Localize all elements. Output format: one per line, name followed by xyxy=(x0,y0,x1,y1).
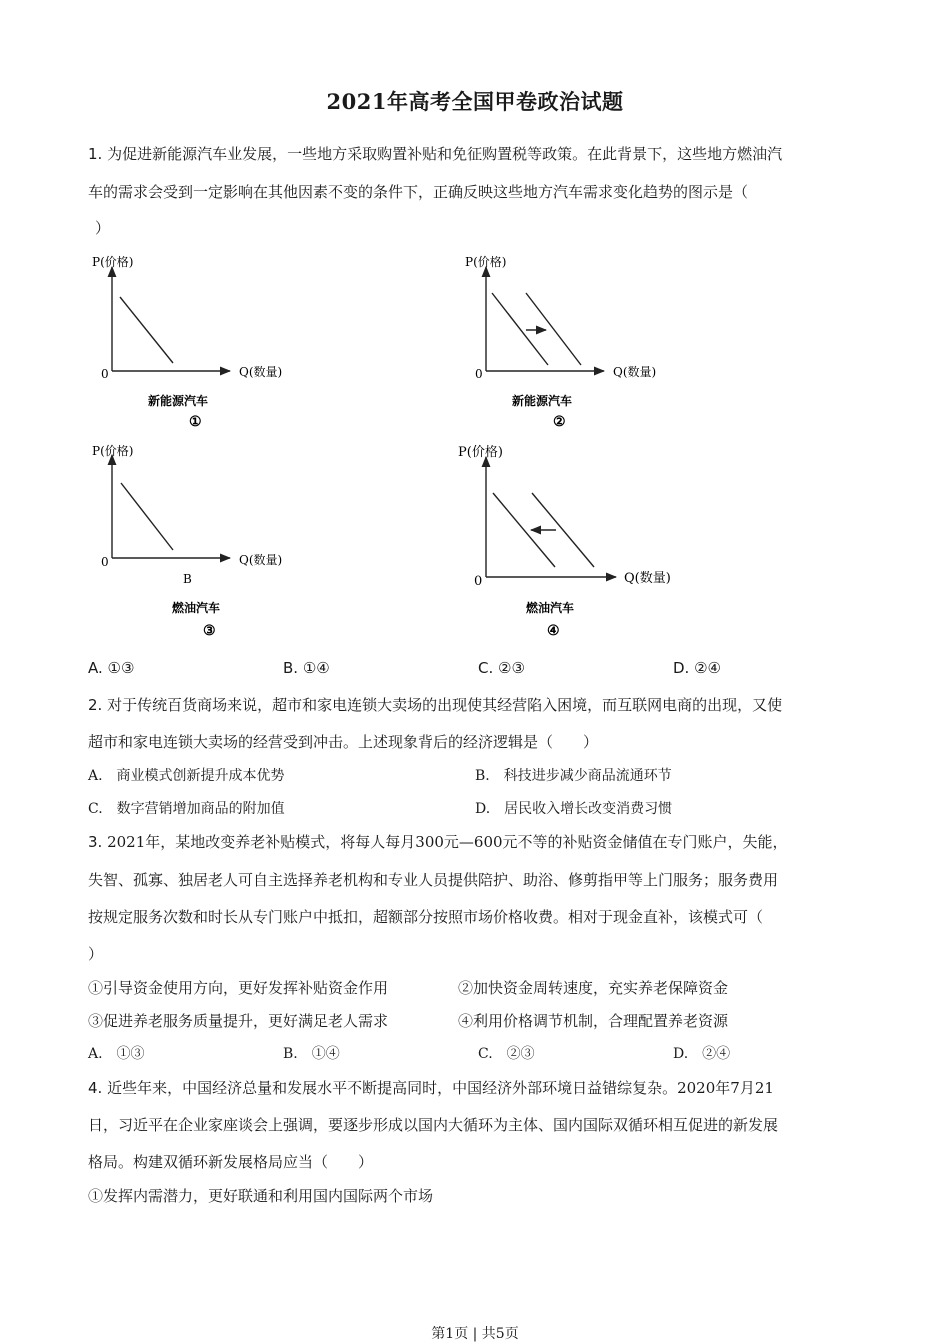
page-title: 2021年高考全国甲卷政治试题 xyxy=(326,89,624,114)
chart-3-origin: 0 xyxy=(101,555,109,569)
q3-options xyxy=(88,1043,878,1063)
q4-line2: 日，习近平在企业家座谈会上强调，要逐步形成以国内大循环为主体、国内国际双循环相互促进的新发展 xyxy=(88,1116,779,1134)
chart-2-q-label: Q(数量) xyxy=(613,365,657,379)
q3-line1 xyxy=(88,831,878,852)
q1-option-b[interactable]: B. ①④ xyxy=(283,659,330,677)
chart-2-demand-curve-d2 xyxy=(526,293,581,365)
q3-line2: 失智、孤寡、独居老人可自主选择养老机构和专业人员提供陪护、助浴、修剪指甲等上门服务；服务费用 xyxy=(88,871,779,889)
q1-line1 xyxy=(88,143,878,164)
chart-2-number: ② xyxy=(553,414,566,430)
q3-line4: ） xyxy=(88,945,104,963)
chart-3-extra-label: B xyxy=(183,572,192,586)
q1-option-c[interactable]: C. ②③ xyxy=(478,659,525,677)
q3-items-row1 xyxy=(88,977,878,998)
chart-1-number: ① xyxy=(189,414,202,430)
q2-options-row2 xyxy=(88,798,878,818)
chart-1-caption: 新能源汽车 xyxy=(148,394,209,408)
q3-item-1: ①引导资金使用方向，更好发挥补贴资金作用 xyxy=(88,979,389,997)
chart-2-origin: 0 xyxy=(475,367,483,381)
q2-number: 2. xyxy=(88,696,103,714)
q1-options xyxy=(88,659,878,677)
chart-1 xyxy=(92,254,282,430)
q3-option-c[interactable]: C. ②③ xyxy=(478,1046,535,1062)
q3-option-b[interactable]: B. ①④ xyxy=(283,1046,340,1062)
q1-option-a[interactable]: A. ①③ xyxy=(88,659,135,677)
q4-line1 xyxy=(88,1077,878,1098)
q3-option-a[interactable]: A. ①③ xyxy=(88,1046,145,1062)
q2-option-d[interactable]: D. 居民收入增长改变消费习惯 xyxy=(475,801,673,817)
chart-2-p-label: P(价格) xyxy=(465,255,507,269)
chart-2 xyxy=(465,254,656,430)
chart-4-p-label: P(价格) xyxy=(458,445,503,460)
q4-number: 4. xyxy=(88,1079,103,1097)
q1-number: 1. xyxy=(88,145,103,163)
q2-option-a[interactable]: A. 商业模式创新提升成本优势 xyxy=(88,768,285,784)
q3-items-row2 xyxy=(88,1010,878,1031)
chart-1-demand-curve xyxy=(120,297,173,363)
chart-3-number: ③ xyxy=(203,623,216,639)
chart-2-caption: 新能源汽车 xyxy=(512,394,573,408)
q4-text-1: 近些年来，中国经济总量和发展水平不断提高同时，中国经济外部环境日益错综复杂。2020年7月21 xyxy=(107,1079,774,1097)
chart-3-demand-curve xyxy=(121,483,173,550)
chart-3 xyxy=(92,443,282,639)
q2-option-c[interactable]: C. 数字营销增加商品的附加值 xyxy=(88,801,285,817)
chart-4 xyxy=(458,444,671,639)
chart-2-demand-curve-d1 xyxy=(492,293,548,365)
q2-line2: 超市和家电连锁大卖场的经营受到冲击。上述现象背后的经济逻辑是（ ） xyxy=(88,733,599,751)
q3-item-2: ②加快资金周转速度，充实养老保障资金 xyxy=(458,979,729,997)
q2-line1 xyxy=(88,694,878,715)
chart-3-p-label: P(价格) xyxy=(92,444,134,458)
chart-1-origin: 0 xyxy=(101,367,109,381)
chart-4-q-label: Q(数量) xyxy=(624,571,671,586)
q3-option-d[interactable]: D. ②④ xyxy=(673,1046,731,1062)
q2-options-row1 xyxy=(88,765,878,785)
q3-item-3: ③促进养老服务质量提升，更好满足老人需求 xyxy=(88,1012,389,1030)
chart-4-origin: 0 xyxy=(474,574,483,589)
q3-item-4: ④利用价格调节机制，合理配置养老资源 xyxy=(458,1012,729,1030)
chart-4-caption: 燃油汽车 xyxy=(526,601,575,615)
q4-item-1: ①发挥内需潜力，更好联通和利用国内国际两个市场 xyxy=(88,1187,434,1205)
q3-line3: 按规定服务次数和时长从专门账户中抵扣，超额部分按照市场价格收费。相对于现金直补，该模式可（ xyxy=(88,908,764,926)
q2-option-b[interactable]: B. 科技进步减少商品流通环节 xyxy=(475,768,672,784)
chart-3-q-label: Q(数量) xyxy=(239,553,283,567)
q1-option-d[interactable]: D. ②④ xyxy=(673,659,721,677)
chart-1-q-label: Q(数量) xyxy=(239,365,283,379)
q2-text-1: 对于传统百货商场来说，超市和家电连锁大卖场的出现使其经营陷入困境，而互联网电商的出现，又使 xyxy=(107,696,783,714)
demand-charts xyxy=(80,245,720,645)
chart-4-number: ④ xyxy=(547,623,560,639)
chart-1-p-label: P(价格) xyxy=(92,255,134,269)
page-footer: 第1页 | 共5页 xyxy=(431,1326,519,1342)
q1-text-1: 为促进新能源汽车业发展，一些地方采取购置补贴和免征购置税等政策。在此背景下，这些地方燃油汽 xyxy=(107,145,783,163)
q4-line3: 格局。构建双循环新发展格局应当（ ） xyxy=(88,1153,374,1171)
q1-line2: 车的需求会受到一定影响在其他因素不变的条件下，正确反映这些地方汽车需求变化趋势的图示是（ xyxy=(88,183,749,201)
q3-text-1: 2021年，某地改变养老补贴模式，将每人每月300元—600元不等的补贴资金储值在专门账户，失能， xyxy=(107,833,788,851)
chart-3-caption: 燃油汽车 xyxy=(172,601,221,615)
q1-line3: ） xyxy=(95,219,111,237)
q3-number: 3. xyxy=(88,833,103,851)
